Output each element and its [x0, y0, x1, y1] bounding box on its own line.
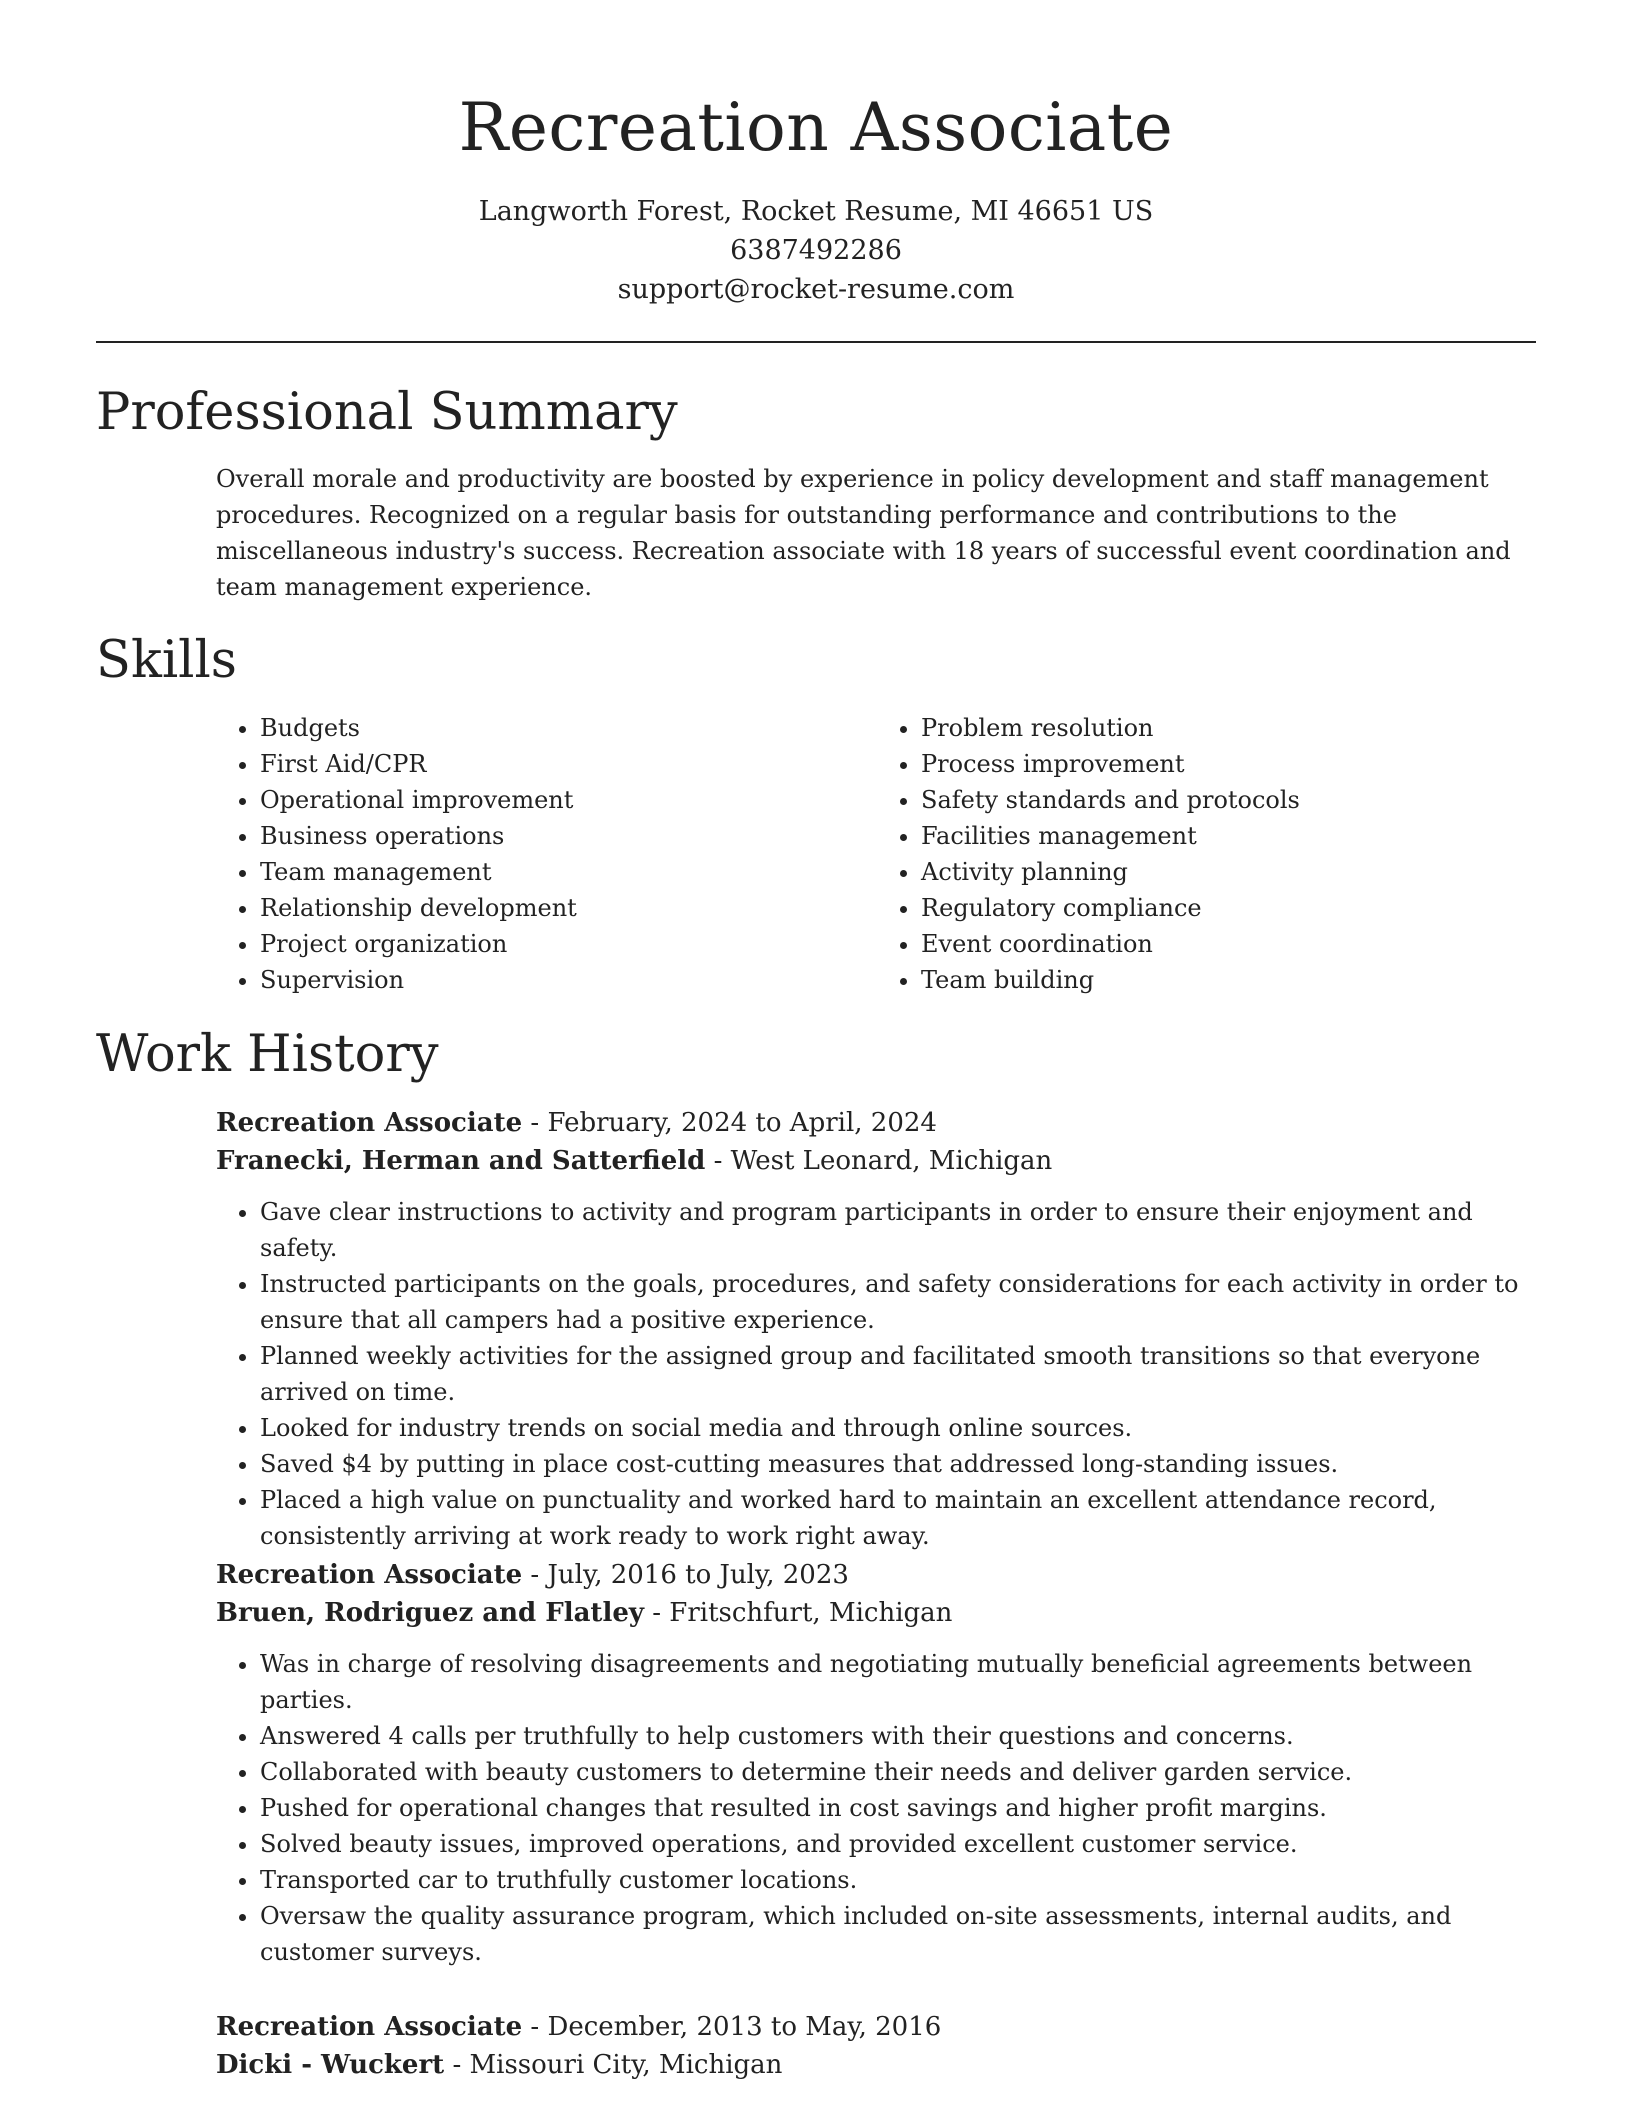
job-location: - Missouri City, Michigan	[444, 2050, 783, 2080]
skill-item: • Facilities management	[921, 818, 1538, 854]
job-bullet: • Saved $4 by putting in place cost-cutting measures that addressed long-standing issues.	[260, 1446, 1538, 1482]
contact-block	[96, 192, 1536, 309]
job-dates: - July, 2016 to July, 2023	[522, 1560, 849, 1590]
job-bullet: • Instructed participants on the goals, procedures, and safety considerations for each activity in order to ensure that all campers had a positive experience.	[260, 1266, 1538, 1338]
job-title-line	[216, 1104, 1538, 1142]
job-company-line	[216, 2046, 1538, 2084]
job-bullet: • Transported car to truthfully customer locations.	[260, 1862, 1538, 1898]
skill-item: • Team management	[260, 854, 877, 890]
job-bullet: • Was in charge of resolving disagreements and negotiating mutually beneficial agreements between parties.	[260, 1646, 1538, 1718]
skill-item: • Supervision	[260, 962, 877, 998]
job-bullet: • Looked for industry trends on social media and through online sources.	[260, 1410, 1538, 1446]
resume-header	[96, 80, 1536, 309]
work-history-heading: Work History	[96, 1025, 439, 1084]
job-title-line	[216, 1556, 1538, 1594]
skill-item: • Project organization	[260, 926, 877, 962]
job-role: Recreation Associate	[216, 2012, 523, 2042]
job-bullet: • Oversaw the quality assurance program, which included on-site assessments, internal audits, and customer surveys.	[260, 1898, 1538, 1970]
skills-column-right	[877, 710, 1538, 998]
candidate-name: Recreation Associate	[458, 89, 1174, 166]
job-bullet: • Solved beauty issues, improved operations, and provided excellent customer service.	[260, 1826, 1538, 1862]
skill-item: • Activity planning	[921, 854, 1538, 890]
job-bullet: • Pushed for operational changes that resulted in cost savings and higher profit margins.	[260, 1790, 1538, 1826]
job-bullet: • Planned weekly activities for the assigned group and facilitated smooth transitions so that everyone arrived on time.	[260, 1338, 1538, 1410]
skill-item: • Event coordination	[921, 926, 1538, 962]
skills-heading: Skills	[96, 631, 237, 690]
job-company-line	[216, 1142, 1538, 1180]
job-dates: - February, 2024 to April, 2024	[522, 1108, 937, 1138]
summary-text: Overall morale and productivity are boosted by experience in policy development and staff management procedures. Recognized on a regular basis for outstanding performance and contributions to the miscellaneous industry's success. Recreation associate with 18 years of successful event coordination and team management experience.	[216, 465, 1511, 601]
summary-heading: Professional Summary	[96, 383, 678, 442]
skill-item: • First Aid/CPR	[260, 746, 877, 782]
skill-item: • Relationship development	[260, 890, 877, 926]
job-title-line	[216, 2008, 1538, 2046]
job-bullet: • Answered 4 calls per truthfully to help customers with their questions and concerns.	[260, 1718, 1538, 1754]
contact-email: support@rocket-resume.com	[617, 274, 1015, 305]
job-company: Dicki - Wuckert	[216, 2050, 445, 2080]
job-location: - Fritschfurt, Michigan	[643, 1598, 953, 1628]
contact-phone: 6387492286	[730, 235, 902, 266]
job-bullet: • Gave clear instructions to activity and program participants in order to ensure their enjoyment and safety.	[260, 1194, 1538, 1266]
job-location: - West Leonard, Michigan	[705, 1146, 1053, 1176]
skills-column-left	[216, 710, 877, 998]
skill-item: • Business operations	[260, 818, 877, 854]
job-entry	[216, 1104, 1538, 1554]
skill-item: • Safety standards and protocols	[921, 782, 1538, 818]
skill-item: • Team building	[921, 962, 1538, 998]
job-role: Recreation Associate	[216, 1560, 523, 1590]
skill-item: • Problem resolution	[921, 710, 1538, 746]
job-bullets	[216, 1646, 1538, 1970]
job-entry	[216, 1556, 1538, 1970]
job-entry	[216, 2008, 1538, 2084]
job-company: Bruen, Rodriguez and Flatley	[216, 1598, 644, 1628]
skill-item: • Process improvement	[921, 746, 1538, 782]
header-divider	[96, 341, 1536, 343]
contact-address: Langworth Forest, Rocket Resume, MI 46651 US	[478, 196, 1154, 227]
skill-item: • Operational improvement	[260, 782, 877, 818]
job-company: Franecki, Herman and Satterfield	[216, 1146, 706, 1176]
job-role: Recreation Associate	[216, 1108, 523, 1138]
skills-list	[216, 710, 1538, 998]
skill-item: • Regulatory compliance	[921, 890, 1538, 926]
job-bullet: • Collaborated with beauty customers to determine their needs and deliver garden service.	[260, 1754, 1538, 1790]
job-dates: - December, 2013 to May, 2016	[522, 2012, 942, 2042]
job-company-line	[216, 1594, 1538, 1632]
job-bullet: • Placed a high value on punctuality and worked hard to maintain an excellent attendance record, consistently arriving at work ready to work right away.	[260, 1482, 1538, 1554]
job-bullets	[216, 1194, 1538, 1554]
skill-item: • Budgets	[260, 710, 877, 746]
